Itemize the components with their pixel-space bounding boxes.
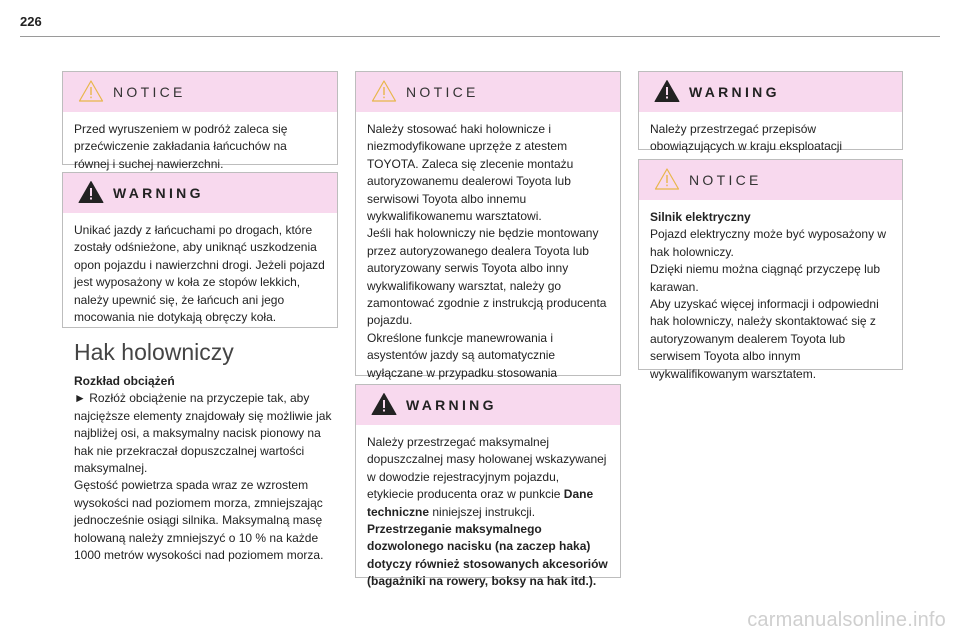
notice-header [356, 72, 620, 112]
notice-body [639, 200, 902, 391]
section-title: Hak holowniczy [74, 339, 234, 365]
warning-box-chains [62, 172, 338, 328]
warning-triangle-icon [654, 79, 680, 103]
notice-box-chains [62, 71, 338, 171]
section-body [74, 373, 336, 564]
warning-text [367, 434, 608, 521]
caution-triangle-icon [78, 79, 104, 103]
warning-bold-paragraph: Przestrzeganie maksymalnego dozwolonego nacisku (na zaczep haka) dotyczy również stosowanych akcesoriów (bagażniki na rowery, boksy na hak itd.). [367, 522, 608, 589]
warning-header [639, 72, 902, 112]
section-paragraph: Gęstość powietrza spada wraz ze wzrostem wysokości nad poziomem morza, zmniejszając jednocześnie osiągi silnika. Maksymalną masę holowaną należy zmniejszyć o 10 % na każde 1000 metrów wysokości nad poziomem morza. [74, 478, 324, 563]
watermark: carmanualsonline.info [747, 609, 946, 631]
notice-text: Przed wyruszeniem w podróż zaleca się przećwiczenie zakładania łańcuchów na równej i suchej nawierzchni. [74, 122, 288, 171]
caution-triangle-icon [654, 167, 680, 191]
section-bullet: ► Rozłóż obciążenie na przyczepie tak, aby najcięższe elementy znajdowały się możliwie jak najbliżej osi, a maksymalny nacisk pionowy na hak nie przekraczał dopuszczalnej wartości maksymalnej. [74, 391, 332, 476]
notice-header [63, 72, 337, 112]
warning-heading: WARNING [406, 397, 497, 413]
caution-triangle-icon [371, 79, 397, 103]
warning-header [63, 173, 337, 213]
notice-header [639, 160, 902, 200]
notice-box-electric-motor [638, 159, 903, 381]
notice-para-2: Jeśli hak holowniczy nie będzie montowany przez autoryzowanego dealera Toyota lub autoryzowany serwis Toyota albo inny wykwalifikowany warsztat, należy go zamontować zgodnie z instrukcją producenta pojazdu. [367, 226, 607, 328]
notice-subtitle: Silnik elektryczny [650, 210, 751, 224]
warning-text: Należy przestrzegać przepisów obowiązujących w kraju eksploatacji [650, 122, 843, 154]
warning-body [356, 425, 620, 599]
warning-box-towed-mass [355, 384, 621, 589]
notice-para-3: Aby uzyskać więcej informacji i odpowiedni hak holowniczy, należy skontaktować się z autoryzowanym dealerem Toyota lub serwisem Toyota albo innym wykwalifikowanym warsztatem. [650, 297, 879, 381]
section-subtitle: Rozkład obciążeń [74, 374, 175, 388]
notice-para-3: Określone funkcje manewrowania i asystentów jazdy są automatycznie wyłączane w przypadku stosowania [367, 330, 558, 380]
notice-para-2: Dzięki niemu można ciągnąć przyczepę lub karawan. [650, 262, 881, 294]
warning-text: Unikać jazdy z łańcuchami po drogach, które zostały odśnieżone, aby uniknąć uszkodzenia opon pojazdu i nawierzchni drogi. Jeżeli pojazd jest wyposażony w koła ze stopów lekkich, należy upewnić się, że łańcuch ani jego mocowania nie dotykają obręczy koła. [74, 223, 325, 325]
notice-body [63, 112, 337, 181]
notice-para-1: Pojazd elektryczny może być wyposażony w hak holowniczy. [650, 227, 887, 259]
warning-text-after: niniejszej instrukcji. [429, 504, 536, 519]
warning-triangle-icon [78, 180, 104, 204]
warning-box-regulations [638, 71, 903, 154]
page-number: 226 [20, 14, 42, 29]
warning-body [63, 213, 337, 334]
notice-body [356, 112, 620, 408]
warning-heading: WARNING [689, 84, 780, 100]
warning-triangle-icon [371, 392, 397, 416]
notice-para-1: Należy stosować haki holownicze i niezmodyfikowane uprzęże z atestem TOYOTA. Zaleca się zlecenie montażu autoryzowanemu dealerowi Toyota lub serwisowi Toyota albo innemu wykwalifikowanemu warsztatowi. [367, 122, 574, 224]
notice-heading: NOTICE [689, 172, 762, 188]
notice-heading: NOTICE [406, 84, 479, 100]
warning-header [356, 385, 620, 425]
top-divider [20, 36, 940, 37]
notice-box-tow-hook [355, 71, 621, 380]
warning-heading: WARNING [113, 185, 204, 201]
warning-text-link-label: Dane techniczne [367, 487, 594, 519]
warning-text-before: Należy przestrzegać maksymalnej dopuszczalnej masy holowanej wskazywanej w dowodzie rejestracyjnym pojazdu, etykiecie producenta oraz w punkcie [367, 435, 607, 502]
notice-heading: NOTICE [113, 84, 186, 100]
